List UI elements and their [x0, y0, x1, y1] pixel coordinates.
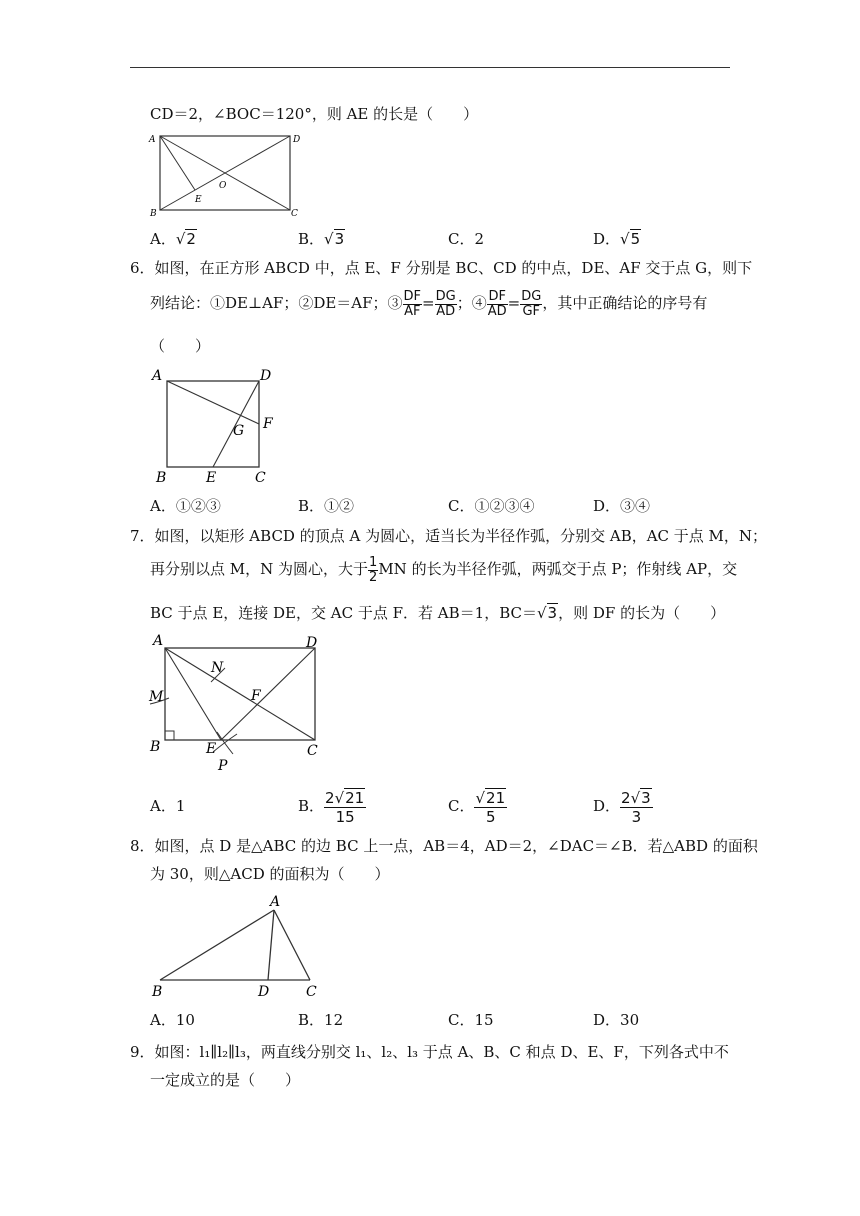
q6-stem-line3: （ ） [150, 337, 211, 355]
q5-rectangle-figure [145, 128, 305, 220]
q7-label-e: E [206, 741, 217, 757]
q7-option-a[interactable]: A．1 [150, 797, 186, 815]
q5-label-e: E [195, 195, 202, 205]
q8-triangle-figure [148, 892, 328, 1002]
q7-stem-line1: 7．如图，以矩形 ABCD 的顶点 A 为圆心，适当长为半径作弧，分别交 AB，AC 于点 M，N； [130, 527, 768, 545]
q5-stem: CD＝2，∠BOC＝120°，则 AE 的长是（ ） [150, 105, 479, 123]
q7-label-n: N [211, 660, 224, 676]
q7-label-p: P [218, 758, 228, 774]
q6-label-b: B [156, 470, 167, 486]
q7-option-b[interactable]: B． $\frac{2√21}{15}$ [298, 788, 365, 826]
q6-option-c[interactable]: C．①②③④ [448, 497, 535, 515]
q6-label-a: A [152, 368, 163, 384]
q7-label-b: B [150, 739, 161, 755]
q8-stem-line1: 8．如图，点 D 是△ABC 的边 BC 上一点，AB＝4，AD＝2，∠DAC＝∠B．若△ABD 的面积 [130, 837, 758, 855]
q7-stem-line3: BC 于点 E，连接 DE，交 AC 于点 F．若 AB＝1，BC＝√3，则 DF 的长为（ ） [150, 604, 726, 622]
q9-stem-line2: 一定成立的是（ ） [150, 1071, 301, 1089]
header-rule [130, 67, 730, 68]
q7-label-f: F [251, 688, 261, 704]
q7-label-m: M [149, 689, 164, 705]
q7-rectangle-figure [145, 628, 335, 778]
q6-label-g: G [233, 423, 245, 439]
q5-label-d: D [293, 135, 301, 145]
q5-label-c: C [291, 209, 298, 219]
q5-label-a: A [149, 135, 156, 145]
q7-option-c[interactable]: C． $\frac{√21}{5}$ [448, 788, 506, 826]
q5-option-d[interactable]: D．√5 [593, 230, 641, 248]
q8-option-c[interactable]: C．15 [448, 1011, 494, 1029]
q6-label-e: E [206, 470, 217, 486]
q8-label-a: A [270, 894, 281, 910]
q7-option-d[interactable]: D． $\frac{2√3}{3}$ [593, 788, 651, 826]
q8-label-c: C [306, 984, 317, 1000]
q8-stem-line2: 为 30，则△ACD 的面积为（ ） [150, 865, 390, 883]
q6-square-figure [148, 364, 283, 486]
q8-option-d[interactable]: D．30 [593, 1011, 640, 1029]
q7-label-a: A [153, 633, 164, 649]
q8-label-b: B [152, 984, 163, 1000]
q7-label-c: C [307, 743, 318, 759]
q5-label-b: B [150, 209, 157, 219]
q6-option-b[interactable]: B．①② [298, 497, 355, 515]
q8-label-d: D [258, 984, 270, 1000]
q6-stem-line1: 6．如图，在正方形 ABCD 中，点 E、F 分别是 BC、CD 的中点，DE、AF 交于点 G，则下 [130, 259, 753, 277]
q6-option-d[interactable]: D．③④ [593, 497, 651, 515]
q6-label-d: D [260, 368, 272, 384]
q6-stem-line2: 列结论：①DE⊥AF；②DE＝AF；③ $\frac{DF}{AF}$ = $\frac{DG}{AD}$ ；④ $\frac{DF}{AD}$ = $\frac{DG}{GF}$ ，其中正确结论的序号有 [150, 288, 708, 319]
q7-stem-line2: 再分别以点 M，N 为圆心，大于 $\frac{1}{2}$ MN 的长为半径作弧，两弧交于点 P；作射线 AP，交 [150, 554, 738, 585]
q5-label-o: O [219, 181, 227, 191]
q6-label-c: C [255, 470, 266, 486]
q5-option-c[interactable]: C．2 [448, 230, 485, 248]
q8-option-b[interactable]: B．12 [298, 1011, 344, 1029]
q7-label-d: D [306, 635, 318, 651]
q6-option-a[interactable]: A．①②③ [150, 497, 221, 515]
q9-stem-line1: 9．如图：l₁∥l₂∥l₃，两直线分别交 l₁、l₂、l₃ 于点 A、B、C 和点 D、E、F，下列各式中不 [130, 1043, 729, 1061]
q5-option-b[interactable]: B．√3 [298, 230, 345, 248]
q5-option-a[interactable]: A．√2 [150, 230, 196, 248]
q6-label-f: F [263, 416, 273, 432]
q8-option-a[interactable]: A．10 [150, 1011, 195, 1029]
